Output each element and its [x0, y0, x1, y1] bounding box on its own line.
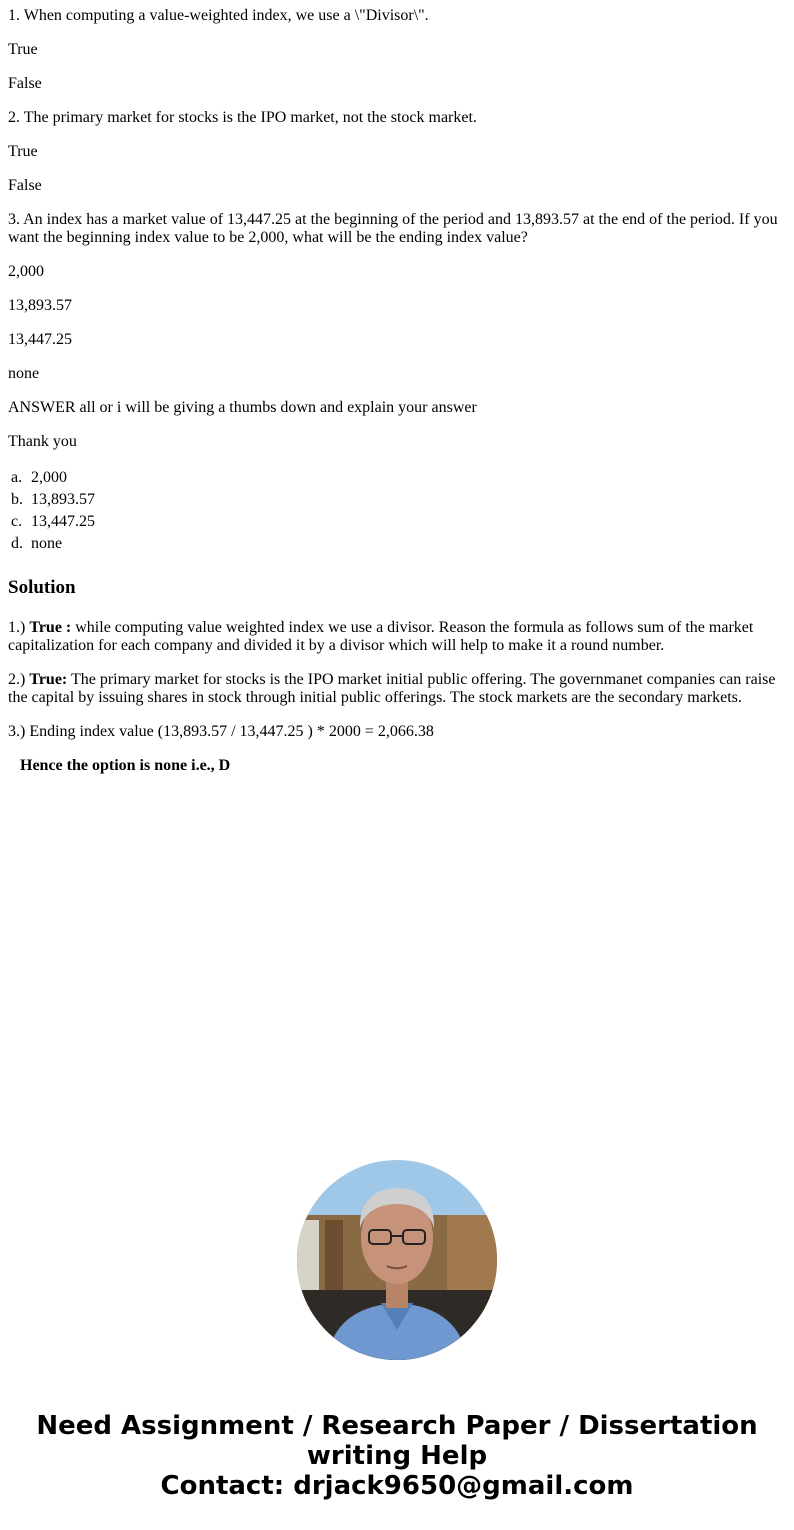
- answer-1-verdict: True :: [29, 619, 72, 636]
- question-3-option-4: none: [8, 365, 40, 382]
- request-text: ANSWER all or i will be giving a thumbs down and explain your answer: [8, 399, 477, 416]
- list-item-text: 2,000: [31, 469, 67, 486]
- avatar-portrait: [297, 1160, 497, 1360]
- solution-answer-1: [8, 619, 786, 655]
- list-item: [11, 489, 786, 511]
- thanks-text: Thank you: [8, 433, 77, 450]
- solution-conclusion: [8, 757, 786, 775]
- question-3-text: 3. An index has a market value of 13,447.25 at the beginning of the period and 13,893.57 at the end of the period. If you want the beginning index value to be 2,000, what will be the ending index value?: [8, 211, 778, 246]
- solution-answer-2: [8, 671, 786, 707]
- question-1-text: 1. When computing a value-weighted index, we use a \"Divisor\".: [8, 7, 429, 24]
- avatar: [297, 1160, 497, 1360]
- list-item-text: none: [31, 535, 63, 552]
- list-item-text: 13,447.25: [31, 513, 95, 530]
- answer-1-prefix: 1.): [8, 619, 30, 636]
- list-item-text: 13,893.57: [31, 491, 95, 508]
- document-body: [0, 7, 794, 775]
- question-3-option-3: 13,447.25: [8, 331, 72, 348]
- list-item: [11, 511, 786, 533]
- question-3-option-1: 2,000: [8, 263, 44, 280]
- list-marker: b.: [11, 491, 23, 508]
- question-2-option-true: True: [8, 143, 38, 160]
- list-marker: c.: [11, 513, 23, 530]
- conclusion-text: Hence the option is none i.e., D: [20, 757, 231, 774]
- solution-heading: Solution: [8, 577, 76, 598]
- list-marker: d.: [11, 535, 23, 552]
- question-2-option-false: False: [8, 177, 42, 194]
- question-1-option-true: True: [8, 41, 38, 58]
- list-item: [11, 533, 786, 555]
- promo-contact: Contact: drjack9650@gmail.com: [160, 1471, 634, 1501]
- promo-headline: Need Assignment / Research Paper / Dissertation writing Help: [36, 1411, 758, 1471]
- answer-1-explanation: while computing value weighted index we use a divisor. Reason the formula as follows sum of the market capitalization for each company and divided it by a divisor which will help to make it a round number.: [8, 619, 754, 654]
- question-1-option-false: False: [8, 75, 42, 92]
- list-item: [11, 467, 786, 489]
- question-3-option-2: 13,893.57: [8, 297, 72, 314]
- answer-2-prefix: 2.): [8, 671, 30, 688]
- list-marker: a.: [11, 469, 23, 486]
- answer-2-explanation: The primary market for stocks is the IPO market initial public offering. The governmanet companies can raise the capital by issuing shares in stock through initial public offerings. The stock markets are the secondary markets.: [8, 671, 776, 706]
- solution-answer-3: 3.) Ending index value (13,893.57 / 13,447.25 ) * 2000 = 2,066.38: [8, 723, 434, 740]
- answer-2-verdict: True:: [29, 671, 68, 688]
- lettered-options-list: [8, 467, 786, 555]
- question-2-text: 2. The primary market for stocks is the IPO market, not the stock market.: [8, 109, 477, 126]
